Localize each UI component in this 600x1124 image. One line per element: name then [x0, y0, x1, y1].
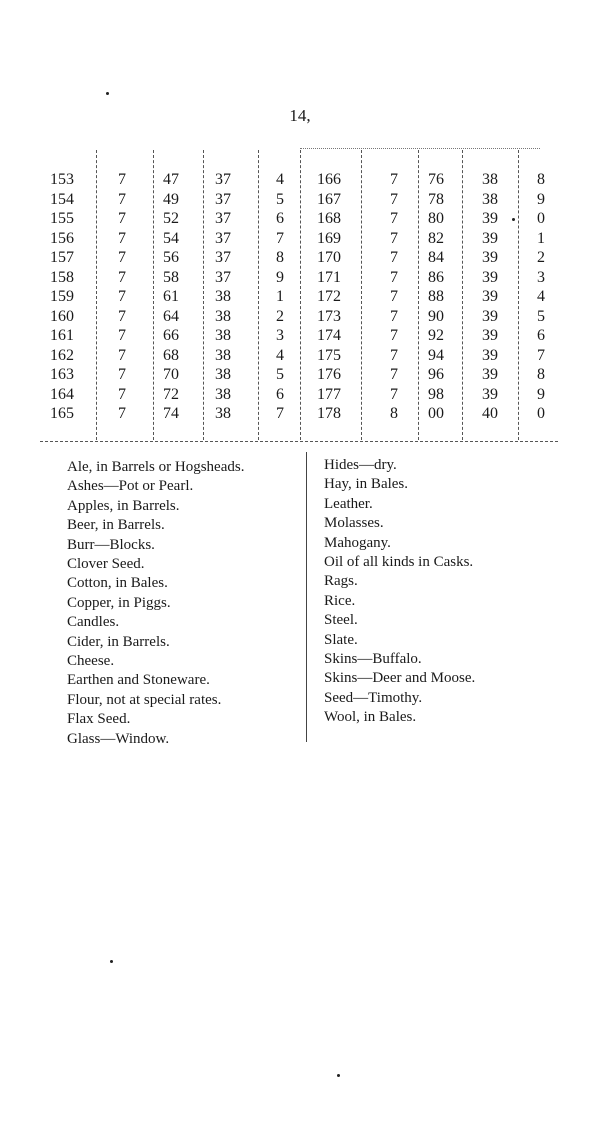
- article-item: Copper, in Piggs.: [67, 594, 171, 611]
- cell-value-a2: 37: [215, 171, 231, 188]
- cell-digit-b: 3: [537, 268, 545, 286]
- cell-value-a1: 52: [163, 210, 179, 227]
- ink-speck: [110, 960, 113, 963]
- cell-digit-b: 5: [537, 307, 545, 325]
- article-item: Clover Seed.: [67, 556, 145, 573]
- table-row: [50, 287, 560, 307]
- cell-value-b2: 39: [482, 346, 498, 364]
- articles-list-left: [67, 458, 244, 749]
- cell-number-a: 162: [50, 346, 74, 364]
- table-row: [50, 209, 560, 229]
- cell-number-a: 155: [50, 210, 74, 227]
- cell-rate-b: 7: [390, 249, 398, 266]
- cell-value-a1: 66: [163, 327, 179, 344]
- cell-rate-a: 7: [118, 210, 126, 227]
- article-item: Rags.: [324, 573, 358, 590]
- article-item: Oil of all kinds in Casks.: [324, 554, 474, 571]
- table-row: [50, 229, 560, 249]
- cell-value-a2: 38: [215, 385, 231, 403]
- cell-value-a1: 74: [163, 405, 179, 422]
- cell-rate-b: 7: [390, 210, 398, 227]
- cell-rate-b: 7: [390, 171, 398, 188]
- cell-value-a1: 49: [163, 190, 179, 208]
- cell-number-b: 178: [317, 405, 341, 422]
- table-row: [50, 268, 560, 288]
- cell-rate-b: 8: [390, 405, 398, 422]
- cell-value-b1: 98: [428, 385, 444, 403]
- cell-value-a2: 38: [215, 346, 231, 364]
- cell-number-b: 173: [317, 307, 341, 325]
- cell-number-a: 153: [50, 171, 74, 188]
- cell-rate-a: 7: [118, 346, 126, 364]
- cell-digit-a: 8: [276, 249, 284, 266]
- cell-rate-a: 7: [118, 405, 126, 422]
- cell-number-a: 157: [50, 249, 74, 266]
- table-bottom-rule: [40, 441, 558, 442]
- cell-value-a1: 70: [163, 366, 179, 383]
- cell-value-b1: 90: [428, 307, 444, 325]
- article-item: Molasses.: [324, 515, 384, 532]
- cell-value-b1: 94: [428, 346, 444, 364]
- cell-number-b: 174: [317, 327, 341, 344]
- cell-value-a1: 58: [163, 268, 179, 286]
- cell-digit-a: 7: [276, 229, 284, 247]
- cell-rate-a: 7: [118, 385, 126, 403]
- table-row: [50, 404, 560, 424]
- cell-digit-b: 2: [537, 249, 545, 266]
- article-item: Beer, in Barrels.: [67, 517, 165, 534]
- cell-value-b2: 40: [482, 405, 498, 422]
- article-item: Glass—Window.: [67, 730, 170, 747]
- ink-speck: [512, 218, 515, 221]
- cell-number-b: 177: [317, 385, 341, 403]
- article-item: Flour, not at special rates.: [67, 691, 222, 708]
- cell-number-a: 156: [50, 229, 74, 247]
- table-row: [50, 326, 560, 346]
- cell-value-b1: 76: [428, 171, 444, 188]
- article-item: Hides—dry.: [324, 457, 397, 473]
- article-item: Skins—Buffalo.: [324, 651, 422, 668]
- cell-value-a2: 37: [215, 249, 231, 266]
- cell-rate-b: 7: [390, 327, 398, 344]
- cell-number-a: 165: [50, 405, 74, 422]
- cell-digit-a: 1: [276, 288, 284, 305]
- article-item: Cotton, in Bales.: [67, 575, 168, 592]
- cell-rate-a: 7: [118, 307, 126, 325]
- cell-value-b1: 78: [428, 190, 444, 208]
- cell-rate-a: 7: [118, 366, 126, 383]
- cell-value-a2: 37: [215, 210, 231, 227]
- cell-digit-b: 4: [537, 288, 545, 305]
- cell-digit-b: 8: [537, 171, 545, 188]
- cell-digit-b: 7: [537, 346, 545, 364]
- article-item: Mahogany.: [324, 534, 391, 551]
- article-item: Hay, in Bales.: [324, 476, 409, 493]
- cell-digit-b: 9: [537, 190, 545, 208]
- table-row: [50, 346, 560, 366]
- cell-value-b1: 96: [428, 366, 444, 383]
- cell-rate-a: 7: [118, 249, 126, 266]
- cell-value-b1: 00: [428, 405, 444, 422]
- cell-digit-b: 0: [537, 405, 545, 422]
- articles-list-right: [324, 456, 475, 728]
- cell-rate-b: 7: [390, 366, 398, 383]
- article-item: Burr—Blocks.: [67, 536, 155, 553]
- cell-number-b: 169: [317, 229, 341, 247]
- cell-value-b2: 38: [482, 171, 498, 188]
- article-item: Candles.: [67, 614, 120, 631]
- article-item: Seed—Timothy.: [324, 689, 423, 706]
- table-row: [50, 190, 560, 210]
- cell-rate-a: 7: [118, 171, 126, 188]
- table-row: [50, 385, 560, 405]
- cell-number-b: 172: [317, 288, 341, 305]
- cell-value-a2: 38: [215, 327, 231, 344]
- cell-rate-b: 7: [390, 268, 398, 286]
- cell-rate-a: 7: [118, 190, 126, 208]
- cell-rate-b: 7: [390, 307, 398, 325]
- cell-value-b1: 82: [428, 229, 444, 247]
- ink-speck: [337, 1074, 340, 1077]
- cell-value-b2: 39: [482, 288, 498, 305]
- cell-value-b1: 88: [428, 288, 444, 305]
- cell-number-b: 168: [317, 210, 341, 227]
- cell-digit-b: 8: [537, 366, 545, 383]
- cell-rate-b: 7: [390, 288, 398, 305]
- cell-value-a2: 38: [215, 307, 231, 325]
- cell-digit-a: 6: [276, 210, 284, 227]
- cell-value-b2: 39: [482, 229, 498, 247]
- article-item: Flax Seed.: [67, 711, 131, 728]
- cell-value-a1: 72: [163, 385, 179, 403]
- table-row: [50, 248, 560, 268]
- list-divider: [306, 452, 307, 742]
- article-item: Ale, in Barrels or Hogsheads.: [67, 459, 245, 475]
- cell-digit-a: 9: [276, 268, 284, 286]
- cell-digit-a: 2: [276, 307, 284, 325]
- cell-value-b1: 92: [428, 327, 444, 344]
- table-row: [50, 365, 560, 385]
- cell-value-a1: 56: [163, 249, 179, 266]
- article-item: Wool, in Bales.: [324, 709, 417, 726]
- cell-value-b1: 80: [428, 210, 444, 227]
- cell-number-a: 160: [50, 307, 74, 325]
- cell-value-b2: 39: [482, 210, 498, 227]
- cell-value-b2: 39: [482, 327, 498, 344]
- cell-rate-b: 7: [390, 385, 398, 403]
- article-item: Cheese.: [67, 653, 115, 670]
- article-item: Ashes—Pot or Pearl.: [67, 478, 194, 495]
- cell-digit-b: 0: [537, 210, 545, 227]
- cell-value-a1: 68: [163, 346, 179, 364]
- article-item: Steel.: [324, 612, 358, 629]
- ink-speck: [106, 92, 109, 95]
- cell-value-b2: 39: [482, 385, 498, 403]
- cell-number-b: 175: [317, 346, 341, 364]
- cell-value-a2: 38: [215, 288, 231, 305]
- cell-rate-a: 7: [118, 288, 126, 305]
- cell-digit-a: 7: [276, 405, 284, 422]
- cell-digit-b: 1: [537, 229, 545, 247]
- cell-rate-b: 7: [390, 346, 398, 364]
- article-item: Rice.: [324, 592, 356, 609]
- cell-value-b1: 84: [428, 249, 444, 266]
- cell-value-a2: 38: [215, 366, 231, 383]
- cell-value-b2: 39: [482, 249, 498, 266]
- cell-number-a: 161: [50, 327, 74, 344]
- cell-value-a2: 37: [215, 190, 231, 208]
- cell-value-a1: 54: [163, 229, 179, 247]
- cell-value-a1: 64: [163, 307, 179, 325]
- cell-number-b: 176: [317, 366, 341, 383]
- cell-rate-a: 7: [118, 327, 126, 344]
- cell-number-a: 164: [50, 385, 74, 403]
- cell-digit-a: 6: [276, 385, 284, 403]
- cell-number-b: 167: [317, 190, 341, 208]
- cell-value-a2: 38: [215, 405, 231, 422]
- cell-rate-a: 7: [118, 268, 126, 286]
- cell-value-a1: 61: [163, 288, 179, 305]
- cell-number-a: 163: [50, 366, 74, 383]
- cell-value-b2: 39: [482, 307, 498, 325]
- rate-table: [50, 170, 560, 440]
- cell-digit-a: 4: [276, 171, 284, 188]
- page-number: 14,: [289, 106, 311, 125]
- cell-digit-b: 9: [537, 385, 545, 403]
- cell-number-b: 170: [317, 249, 341, 266]
- article-item: Cider, in Barrels.: [67, 633, 170, 650]
- table-row: [50, 170, 560, 190]
- article-item: Slate.: [324, 631, 358, 648]
- cell-value-b2: 39: [482, 366, 498, 383]
- cell-digit-a: 5: [276, 366, 284, 383]
- cell-number-b: 166: [317, 171, 341, 188]
- cell-value-b2: 38: [482, 190, 498, 208]
- top-dotted-rule: [300, 148, 540, 149]
- article-item: Leather.: [324, 495, 373, 512]
- cell-value-a1: 47: [163, 171, 179, 188]
- article-item: Earthen and Stoneware.: [67, 672, 210, 689]
- cell-number-a: 158: [50, 268, 74, 286]
- cell-number-a: 159: [50, 288, 74, 305]
- article-item: Apples, in Barrels.: [67, 497, 180, 514]
- cell-rate-a: 7: [118, 229, 126, 247]
- cell-digit-a: 4: [276, 346, 284, 364]
- cell-number-b: 171: [317, 268, 341, 286]
- cell-value-a2: 37: [215, 229, 231, 247]
- article-item: Skins—Deer and Moose.: [324, 670, 476, 687]
- cell-rate-b: 7: [390, 190, 398, 208]
- cell-number-a: 154: [50, 190, 74, 208]
- cell-value-b1: 86: [428, 268, 444, 286]
- table-row: [50, 307, 560, 327]
- cell-rate-b: 7: [390, 229, 398, 247]
- cell-value-a2: 37: [215, 268, 231, 286]
- cell-digit-a: 5: [276, 190, 284, 208]
- cell-digit-b: 6: [537, 327, 545, 344]
- cell-value-b2: 39: [482, 268, 498, 286]
- cell-digit-a: 3: [276, 327, 284, 344]
